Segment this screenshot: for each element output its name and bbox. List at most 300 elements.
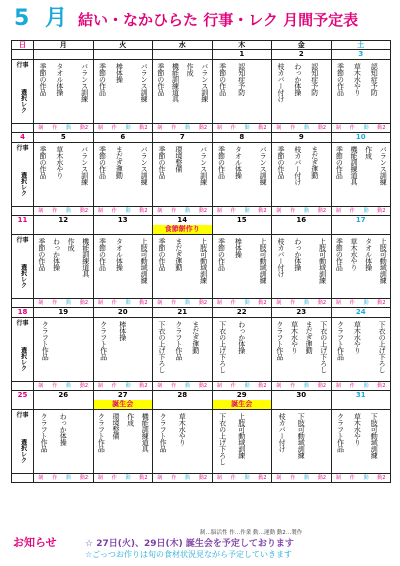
tag-label: 動 (363, 383, 369, 389)
activity-cell (34, 410, 94, 474)
tag-label: 制 (157, 475, 163, 481)
tag-cell (12, 207, 34, 216)
tag-cell (331, 207, 391, 216)
tag-cell (93, 299, 153, 308)
activity-text: 棒体操 (118, 321, 127, 341)
tag-label: 作 (111, 300, 117, 306)
label-event: 行事 (16, 62, 29, 69)
row-label (12, 410, 34, 474)
tag-label: 動2 (317, 125, 327, 131)
date-cell (331, 133, 391, 143)
month-title: 5 月 (14, 6, 71, 31)
tag-label: 動 (66, 208, 72, 214)
tag-label: 作 (52, 475, 58, 481)
date-cell (12, 216, 34, 235)
date-cell (153, 50, 213, 60)
tag-cell (272, 207, 332, 216)
tag-cell (331, 474, 391, 483)
activity-text: 作成 (364, 146, 373, 159)
date-row (12, 216, 391, 235)
date-number: 17 (355, 216, 366, 224)
tag-label: 制 (335, 383, 341, 389)
tag-label: 作 (52, 300, 58, 306)
activity-text: 下衣の上げ下ろし (218, 321, 227, 373)
activity-cell (331, 410, 391, 474)
tag-label: 制 (97, 125, 103, 131)
activity-text: 草木水やり (55, 146, 64, 179)
tag-label: 動2 (139, 475, 148, 481)
tag-label: 制 (276, 125, 282, 131)
tag-label: 制 (97, 208, 103, 214)
date-number: 3 (358, 50, 364, 58)
activity-text: クラフト作品 (99, 321, 108, 360)
activity-cell (153, 143, 213, 207)
tag-label: 制 (38, 383, 44, 389)
activity-text: 作成 (186, 63, 195, 76)
activity-row (12, 410, 391, 474)
tag-cell (153, 474, 213, 483)
tag-label: 動2 (377, 125, 386, 131)
tag-label: 制 (276, 300, 282, 306)
tag-label: 制 (97, 300, 103, 306)
tag-label: 動 (304, 475, 310, 481)
activity-text: 環境整備 (111, 413, 120, 439)
activity-cell (93, 318, 153, 382)
activity-text: 認知症予防 (310, 63, 319, 96)
activity-text: 機能訓練道具 (81, 238, 90, 277)
activity-text: 上肢可動域訓練 (318, 238, 327, 284)
date-number: 4 (20, 133, 25, 141)
activity-text: 上肢可動域訓練 (259, 238, 268, 284)
tag-row (12, 382, 391, 391)
activity-text: わっか体操 (59, 413, 68, 446)
tag-label: 作 (290, 383, 296, 389)
date-cell (34, 50, 94, 60)
activity-cell (212, 318, 272, 382)
tag-label: 動 (185, 125, 191, 131)
tag-cell (272, 382, 332, 391)
tag-cell (34, 207, 94, 216)
tag-cell (153, 382, 213, 391)
date-number: 23 (296, 308, 307, 316)
tag-label: 動 (244, 300, 250, 306)
tag-label: 動 (125, 300, 131, 306)
activity-text: タオル体操 (115, 238, 124, 271)
legend: 制…脳活性 作…作業 動…運動 動2…製作 (200, 530, 303, 536)
activity-cell (212, 143, 272, 207)
tag-label: 制 (216, 475, 222, 481)
date-cell (331, 391, 391, 410)
tag-cell (212, 124, 272, 133)
activity-text: 季節の作品 (217, 238, 226, 271)
tag-label: 動 (125, 383, 131, 389)
tag-label: 動2 (198, 475, 208, 481)
tag-cell (331, 382, 391, 391)
tag-label: 制 (216, 125, 222, 131)
date-cell (34, 391, 94, 410)
date-cell (12, 391, 34, 410)
tag-cell (153, 124, 213, 133)
activity-text: バランス訓練 (259, 146, 268, 185)
tag-cell (93, 207, 153, 216)
activity-text: 機能訓練道具 (171, 63, 180, 102)
date-row (12, 308, 391, 318)
activity-cell (34, 318, 94, 382)
activity-text: クラフト作品 (336, 321, 345, 360)
date-cell (153, 133, 213, 143)
activity-cell (93, 410, 153, 474)
activity-text: 季節の作品 (335, 238, 344, 271)
activity-cell (212, 60, 272, 124)
activity-text: 枝カバー付け (278, 413, 287, 452)
weekday-label: 月 (34, 41, 94, 50)
date-cell (212, 308, 272, 318)
activity-text: クラフト作品 (174, 321, 183, 360)
row-label (12, 318, 34, 382)
tag-label: 動2 (258, 300, 267, 306)
activity-text: 季節の作品 (336, 63, 345, 96)
date-number: 11 (17, 216, 28, 224)
tag-label: 作 (230, 300, 236, 306)
label-select: 選択レク (19, 172, 27, 196)
activity-text: 上肢可動域訓練 (379, 238, 388, 284)
tag-label: 制 (157, 125, 163, 131)
event-badge: 誕生会 (213, 400, 272, 409)
notice-line-1: ☆ 27日(火)、29日(木) 誕生会を予定しております (85, 539, 294, 549)
tag-label: 作 (52, 208, 58, 214)
activity-cell (93, 143, 153, 207)
date-cell (272, 133, 332, 143)
activity-row (12, 60, 391, 124)
date-cell (34, 133, 94, 143)
label-event: 行事 (16, 237, 29, 244)
activity-text: バランス訓練 (80, 63, 89, 102)
weekday-label: 土 (331, 41, 391, 50)
activity-text: 季節の作品 (37, 238, 46, 271)
date-cell (212, 50, 272, 60)
date-cell (272, 216, 332, 235)
date-number: 25 (17, 391, 28, 399)
date-row (12, 133, 391, 143)
tag-label: 制 (38, 300, 44, 306)
activity-row (12, 235, 391, 299)
tag-label: 動2 (377, 383, 386, 389)
calendar-table (11, 40, 391, 483)
tag-label: 動2 (317, 300, 327, 306)
tag-cell (34, 474, 94, 483)
activity-text: 環境整備 (174, 146, 183, 172)
activity-cell (153, 410, 213, 474)
tag-cell (12, 124, 34, 133)
date-cell (272, 50, 332, 60)
tag-row (12, 299, 391, 308)
date-cell (331, 216, 391, 235)
activity-row (12, 143, 391, 207)
activity-cell (272, 235, 332, 299)
date-number: 16 (296, 216, 307, 224)
date-cell (272, 308, 332, 318)
date-cell (331, 308, 391, 318)
activity-text: 棒体操 (115, 63, 124, 83)
activity-text: 機能訓練道具 (349, 146, 358, 185)
tag-cell (12, 474, 34, 483)
weekday-label: 日 (12, 41, 34, 50)
activity-cell (331, 318, 391, 382)
date-number: 31 (355, 391, 366, 399)
date-cell (93, 50, 153, 60)
activity-text: タオル体操 (55, 63, 64, 96)
tag-row (12, 124, 391, 133)
tag-cell (331, 299, 391, 308)
tag-label: 制 (157, 300, 163, 306)
activity-cell (331, 235, 391, 299)
notice-line-2: ☆ごっつお作りは旬の食材状況見ながら予定していきます (85, 550, 293, 559)
tag-label: 制 (335, 300, 341, 306)
row-label (12, 235, 34, 299)
page-title: 結い・なかひらた 行事・レク 月間予定表 (78, 11, 359, 29)
tag-cell (93, 474, 153, 483)
activity-cell (212, 410, 272, 474)
activity-cell (153, 318, 213, 382)
tag-cell (34, 299, 94, 308)
activity-text: クラフト作品 (40, 413, 49, 452)
activity-text: 機能訓練道具 (141, 413, 150, 452)
date-cell (212, 391, 272, 410)
date-cell (34, 308, 94, 318)
tag-label: 動 (244, 383, 250, 389)
activity-text: 上肢可動域訓練 (140, 238, 149, 284)
tag-label: 作 (290, 208, 296, 214)
date-number: 7 (179, 133, 185, 141)
tag-label: 動 (66, 300, 72, 306)
tag-label: 作 (230, 125, 236, 131)
date-cell (272, 391, 332, 410)
tag-label: 動2 (139, 300, 148, 306)
activity-cell (153, 235, 213, 299)
date-number: 5 (60, 133, 66, 141)
activity-text: まだぎ運動 (310, 146, 319, 179)
date-cell (12, 133, 34, 143)
tag-label: 動 (304, 300, 310, 306)
label-event: 行事 (16, 145, 29, 152)
date-number: 9 (298, 133, 304, 141)
tag-label: 動2 (377, 475, 386, 481)
tag-cell (331, 124, 391, 133)
tag-label: 作 (52, 383, 58, 389)
tag-label: 作 (52, 125, 58, 131)
label-select: 選択レク (19, 89, 27, 113)
activity-text: クラフト作品 (336, 413, 345, 452)
activity-text: バランス訓練 (140, 63, 149, 102)
tag-cell (212, 207, 272, 216)
tag-label: 制 (38, 208, 44, 214)
activity-text: 作成 (67, 238, 76, 251)
activity-cell (272, 318, 332, 382)
tag-cell (153, 299, 213, 308)
tag-label: 作 (349, 300, 355, 306)
tag-label: 動2 (198, 125, 208, 131)
date-number: 15 (236, 216, 247, 224)
tag-label: 作 (171, 383, 177, 389)
date-cell (212, 216, 272, 235)
tag-label: 動 (185, 383, 191, 389)
tag-cell (212, 299, 272, 308)
activity-text: 季節の作品 (98, 238, 107, 271)
tag-label: 動 (66, 125, 72, 131)
tag-label: 作 (171, 208, 177, 214)
activity-text: 枝カバー付け (276, 238, 285, 277)
activity-text: 季節の作品 (156, 63, 165, 96)
tag-label: 作 (111, 475, 117, 481)
tag-label: 動 (125, 208, 131, 214)
activity-text: 枝カバー付け (293, 146, 302, 185)
activity-text: 下衣の上げ下ろし (157, 321, 166, 373)
tag-label: 作 (290, 300, 296, 306)
activity-text: 草木水やり (178, 413, 187, 446)
activity-cell (272, 143, 332, 207)
activity-text: 季節の作品 (38, 63, 47, 96)
activity-text: 季節の作品 (217, 146, 226, 179)
tag-label: 制 (335, 475, 341, 481)
tag-cell (272, 124, 332, 133)
activity-text: 草木水やり (353, 63, 362, 96)
tag-label: 動2 (79, 208, 89, 214)
activity-text: 棒体操 (234, 238, 243, 258)
activity-text: 草木水やり (290, 321, 299, 354)
activity-text: わっか体操 (293, 238, 302, 271)
label-select: 選択レク (19, 347, 27, 371)
tag-label: 動 (304, 383, 310, 389)
date-number: 29 (236, 391, 247, 399)
notice-heading: お知らせ (13, 536, 57, 549)
tag-label: 動2 (258, 383, 267, 389)
tag-label: 制 (97, 383, 103, 389)
activity-text: 下衣の上げ下ろし (319, 321, 328, 373)
tag-label: 制 (216, 208, 222, 214)
activity-text: 季節の作品 (218, 63, 227, 96)
activity-text: バランス訓練 (140, 146, 149, 185)
activity-cell (212, 235, 272, 299)
tag-cell (153, 207, 213, 216)
date-cell (153, 216, 213, 235)
tag-label: 作 (349, 475, 355, 481)
activity-text: 草木水やり (349, 238, 358, 271)
tag-cell (272, 299, 332, 308)
tag-cell (12, 299, 34, 308)
activity-text: 上肢可動域訓練 (237, 413, 246, 459)
tag-label: 動2 (317, 208, 327, 214)
activity-text: わっか体操 (293, 63, 302, 96)
tag-label: 作 (171, 475, 177, 481)
tag-label: 作 (290, 475, 296, 481)
tag-label: 制 (216, 300, 222, 306)
tag-label: 動2 (258, 208, 267, 214)
date-row (12, 391, 391, 410)
date-row (12, 50, 391, 60)
tag-label: 制 (335, 125, 341, 131)
tag-label: 動2 (258, 125, 267, 131)
tag-label: 動2 (198, 383, 208, 389)
activity-text: 季節の作品 (98, 146, 107, 179)
activity-text: 認知症予防 (370, 63, 379, 96)
tag-label: 動2 (377, 208, 386, 214)
activity-text: クラフト作品 (97, 413, 106, 452)
tag-label: 作 (111, 208, 117, 214)
tag-label: 動2 (139, 208, 148, 214)
activity-cell (34, 60, 94, 124)
row-label (12, 143, 34, 207)
tag-label: 動2 (198, 300, 208, 306)
tag-label: 動2 (317, 383, 327, 389)
activity-text: 下衣の上げ下ろし (218, 413, 227, 465)
tag-label: 作 (349, 208, 355, 214)
activity-text: タオル体操 (364, 238, 373, 271)
date-cell (12, 308, 34, 318)
weekday-label: 火 (93, 41, 153, 50)
date-cell (34, 216, 94, 235)
date-number: 20 (117, 308, 128, 316)
label-event: 行事 (16, 412, 29, 419)
tag-label: 動2 (139, 125, 148, 131)
activity-text: 季節の作品 (276, 146, 285, 179)
tag-label: 動 (363, 300, 369, 306)
activity-text: まだぎ運動 (174, 238, 183, 271)
activity-cell (93, 235, 153, 299)
event-badge: 食節餅作り (153, 225, 212, 234)
activity-text: わっか体操 (237, 321, 246, 354)
tag-cell (212, 474, 272, 483)
activity-cell (34, 235, 94, 299)
tag-label: 動2 (79, 125, 89, 131)
activity-text: バランス訓練 (200, 63, 209, 102)
activity-text: まだぎ運動 (115, 146, 124, 179)
date-number: 28 (177, 391, 188, 399)
tag-label: 動 (304, 125, 310, 131)
label-select: 選択レク (19, 264, 27, 288)
weekday-header-row (12, 41, 391, 50)
tag-label: 動 (185, 475, 191, 481)
activity-text: 下肢可動域訓練 (297, 413, 306, 459)
date-cell (93, 308, 153, 318)
date-number: 30 (296, 391, 307, 399)
tag-cell (272, 474, 332, 483)
tag-label: 作 (171, 300, 177, 306)
tag-label: 動2 (79, 383, 89, 389)
tag-label: 動2 (139, 383, 148, 389)
date-cell (153, 391, 213, 410)
tag-label: 動 (125, 475, 131, 481)
date-number: 18 (17, 308, 28, 316)
activity-text: 作成 (126, 413, 135, 426)
tag-label: 動 (244, 125, 250, 131)
tag-label: 動2 (258, 475, 267, 481)
date-number: 22 (236, 308, 247, 316)
tag-label: 動 (363, 475, 369, 481)
activity-text: クラフト作品 (275, 321, 284, 360)
tag-cell (93, 124, 153, 133)
date-cell (93, 133, 153, 143)
date-number: 26 (58, 391, 69, 399)
activity-text: わっか体操 (52, 238, 61, 271)
tag-label: 作 (230, 208, 236, 214)
date-cell (153, 308, 213, 318)
date-number: 21 (177, 308, 188, 316)
tag-label: 動2 (79, 300, 89, 306)
date-number: 19 (58, 308, 69, 316)
activity-text: 季節の作品 (98, 63, 107, 96)
activity-cell (331, 60, 391, 124)
tag-label: 動2 (198, 208, 208, 214)
